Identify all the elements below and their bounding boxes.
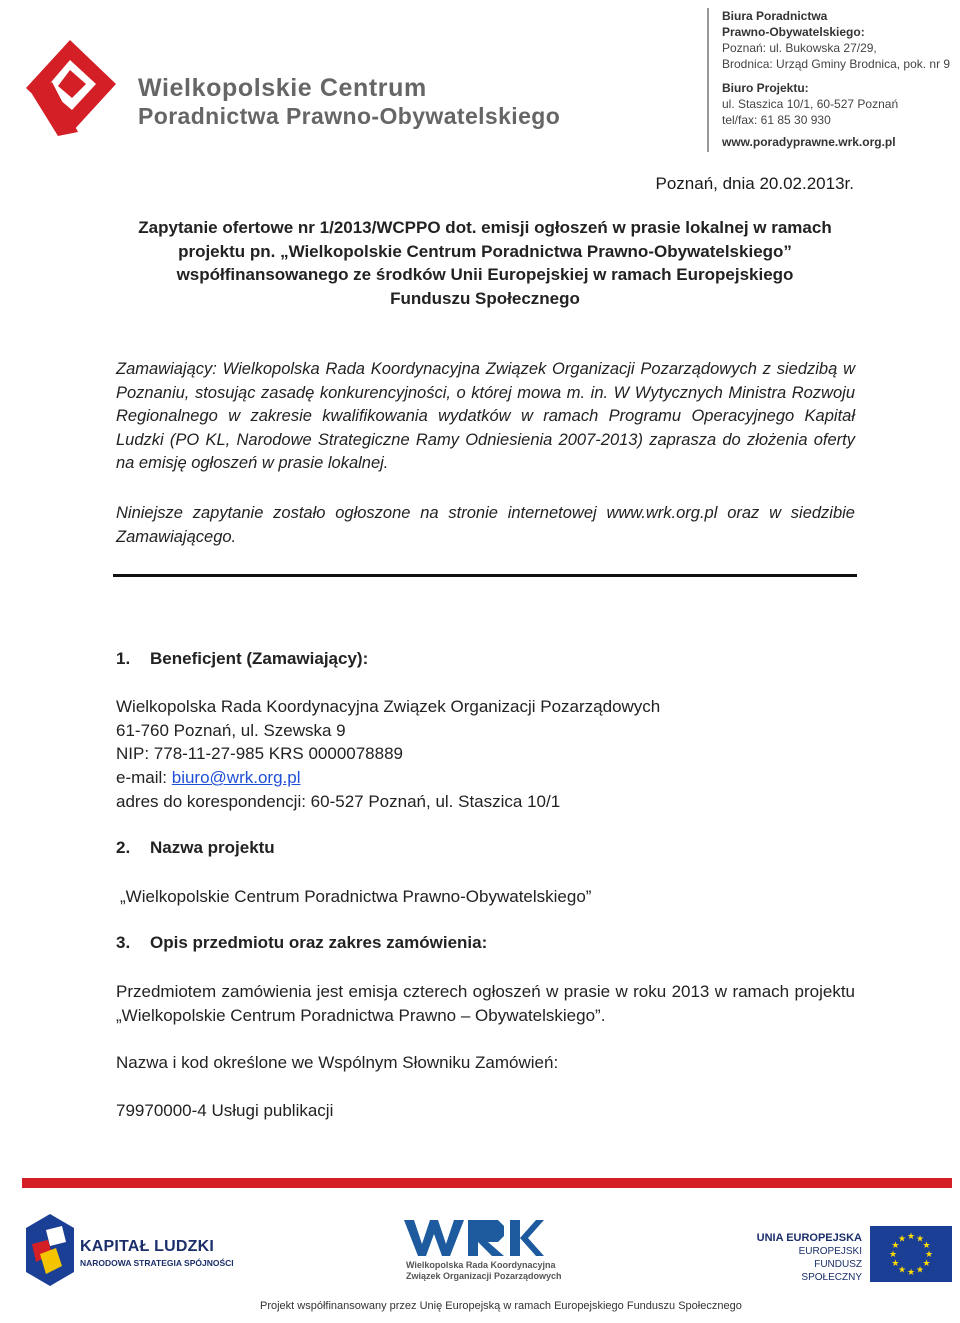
beneficiary-name: Wielkopolska Rada Koordynacyjna Związek Organizacji Pozarządowych [116,697,661,716]
eu-flag-icon [870,1226,952,1282]
beneficiary-ids: NIP: 778-11-27-985 KRS 0000078889 [116,744,403,763]
title-line3: współfinansowanego ze środków Unii Europejskiej w ramach Europejskiego [176,265,794,284]
contact-block [722,8,950,150]
contact-heading1: Biura Poradnictwa [722,9,828,23]
wcppo-logo-icon [12,36,120,140]
contact-heading3: Biuro Projektu: [722,81,809,95]
cpv-label: Nazwa i kod określone we Wspólnym Słowniku Zamówień: [116,1053,559,1072]
cpv-code: 79970000-4 Usługi publikacji [116,1101,334,1120]
org-name [138,74,560,129]
eu-star-icon: ★ [906,1267,916,1277]
wrk-subtitle [406,1260,562,1282]
section1-number: 1. [116,649,131,668]
section1-heading [116,649,368,669]
eu-line3: FUNDUSZ SPOŁECZNY [801,1259,862,1283]
document-date: Poznań, dnia 20.02.2013r. [655,174,854,193]
footer-red-bar [22,1178,952,1188]
eu-star-icon: ★ [891,1240,900,1250]
contact-heading2: Prawno-Obywatelskiego: [722,25,865,39]
section3-number: 3. [116,933,131,952]
eu-star-icon: ★ [922,1258,931,1268]
eu-line2: EUROPEJSKI [798,1246,862,1257]
eu-star-icon: ★ [924,1249,934,1259]
cofinancing-note: Projekt współfinansowany przez Unię Europejską w ramach Europejskiego Funduszu Społecznego [260,1300,742,1312]
header-divider [707,8,709,152]
title-line4: Funduszu Społecznego [390,288,580,308]
email-link[interactable]: biuro@wrk.org.pl [171,768,301,787]
title-line1: Zapytanie ofertowe nr 1/2013/WCPPO dot. emisji ogłoszeń w prasie lokalnej w ramach [138,218,832,237]
kl-title: KAPITAŁ LUDZKI [80,1238,215,1255]
section1-title: Beneficjent (Zamawiający): [150,649,369,668]
eu-star-icon: ★ [915,1233,925,1244]
beneficiary-address: 61-760 Poznań, ul. Szewska 9 [116,721,346,740]
eu-star-icon: ★ [915,1264,925,1275]
section2-title: Nazwa projektu [150,838,275,857]
wrk-sub-line2: Związek Organizacji Pozarządowych [406,1271,562,1281]
horizontal-rule [113,574,857,577]
document-title [110,216,860,310]
eu-star-icon: ★ [888,1249,898,1259]
wrk-logo-icon [404,1218,544,1258]
contact-website[interactable]: www.poradyprawne.wrk.org.pl [722,135,896,149]
intro-paragraph: Zamawiający: Wielkopolska Rada Koordynacyjna Związek Organizacji Pozarządowych z siedzibą w Poznaniu, stosując zasadę konkurencyjności, o której mowa m. in. W Wytycznych Ministra Rozwoju Regionalnego w zakresie kwalifikowania wydatków w ramach Programu Operacyjnego Kapitał Ludzki (PO KL, Narodowe Strategiczne Ramy Odniesienia 2007-2013) zaprasza do złożenia oferty na emisję ogłoszeń w prasie lokalnej. [116,360,855,472]
contact-line4: tel/fax: 61 85 30 930 [722,113,831,127]
eu-star-icon: ★ [906,1231,916,1241]
beneficiary-correspondence: adres do korespondencji: 60-527 Poznań, ul. Staszica 10/1 [116,792,561,811]
contact-line1: Poznań: ul. Bukowska 27/29, [722,41,877,55]
email-label: e-mail: [116,768,172,787]
contact-line2: Brodnica: Urząd Gminy Brodnica, pok. nr 9 [722,57,951,71]
project-name: „Wielkopolskie Centrum Poradnictwa Prawno-Obywatelskiego” [120,887,592,906]
section3-title: Opis przedmiotu oraz zakres zamówienia: [150,933,488,952]
eu-text [756,1232,862,1284]
org-name-line2: Poradnictwa Prawno-Obywatelskiego [138,102,561,129]
wrk-sub-line1: Wielkopolska Rada Koordynacyjna [406,1260,556,1270]
eu-star-icon: ★ [891,1258,900,1268]
section3-heading [116,933,487,953]
order-description: Przedmiotem zamówienia jest emisja czterech ogłoszeń w prasie w roku 2013 w ramach projektu „Wielkopolskie Centrum Poradnictwa Prawno – Obywatelskiego”. [116,982,855,1025]
eu-star-icon: ★ [897,1264,907,1275]
org-name-line1: Wielkopolskie Centrum [138,74,427,102]
section2-heading [116,838,275,858]
publication-note: Niniejsze zapytanie zostało ogłoszone na stronie internetowej www.wrk.org.pl oraz w siedzibie Zamawiającego. [116,504,855,546]
eu-title: UNIA EUROPEJSKA [756,1232,862,1244]
kl-subtitle: NARODOWA STRATEGIA SPÓJNOŚCI [80,1258,234,1268]
kapital-ludzki-logo-icon [26,1214,74,1286]
eu-star-icon: ★ [897,1233,907,1244]
kapital-ludzki-text [80,1238,234,1268]
title-line2: projektu pn. „Wielkopolskie Centrum Poradnictwa Prawno-Obywatelskiego” [178,241,792,261]
section2-number: 2. [116,838,131,857]
contact-line3: ul. Staszica 10/1, 60-527 Poznań [722,97,899,111]
beneficiary-email-row [116,766,300,790]
eu-star-icon: ★ [922,1240,931,1250]
